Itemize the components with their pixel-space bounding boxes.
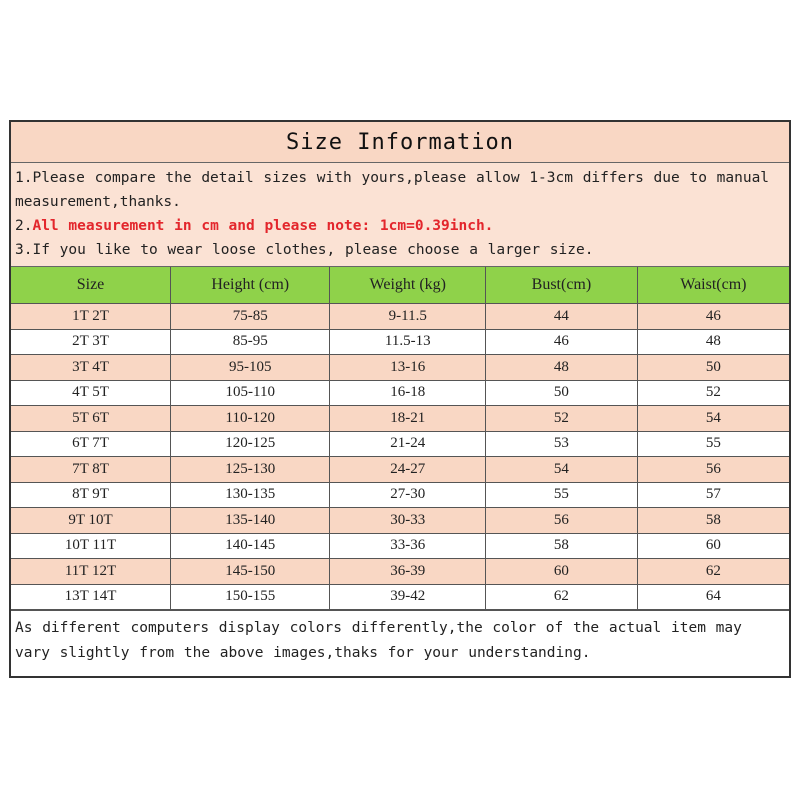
notes-section — [11, 163, 789, 267]
cell-bust: 55 — [486, 482, 638, 508]
cell-height: 145-150 — [170, 559, 329, 585]
column-header-height: Height (cm) — [170, 267, 329, 304]
cell-height: 85-95 — [170, 329, 329, 355]
note-1: 1.Please compare the detail sizes with yours,please allow 1-3cm differs due to manual measurement,thanks. — [15, 170, 770, 210]
cell-weight: 13-16 — [330, 355, 486, 381]
cell-size: 4T 5T — [11, 380, 170, 406]
cell-height: 95-105 — [170, 355, 329, 381]
table-row — [11, 533, 789, 559]
cell-size: 11T 12T — [11, 559, 170, 585]
table-row — [11, 406, 789, 432]
cell-bust: 52 — [486, 406, 638, 432]
cell-size: 5T 6T — [11, 406, 170, 432]
cell-bust: 54 — [486, 457, 638, 483]
table-row — [11, 355, 789, 381]
cell-waist: 54 — [637, 406, 789, 432]
chart-title: Size Information — [11, 122, 789, 163]
cell-bust: 60 — [486, 559, 638, 585]
cell-height: 135-140 — [170, 508, 329, 534]
cell-waist: 55 — [637, 431, 789, 457]
table-header-row — [11, 267, 789, 304]
cell-height: 130-135 — [170, 482, 329, 508]
cell-height: 120-125 — [170, 431, 329, 457]
note-2 — [15, 214, 785, 238]
cell-size: 2T 3T — [11, 329, 170, 355]
size-table — [11, 267, 789, 610]
cell-size: 3T 4T — [11, 355, 170, 381]
note-3: 3.If you like to wear loose clothes, please choose a larger size. — [15, 242, 594, 258]
cell-bust: 44 — [486, 304, 638, 330]
column-header-size: Size — [11, 267, 170, 304]
cell-waist: 50 — [637, 355, 789, 381]
column-header-weight: Weight (kg) — [330, 267, 486, 304]
cell-height: 140-145 — [170, 533, 329, 559]
table-row — [11, 431, 789, 457]
column-header-bust: Bust(cm) — [486, 267, 638, 304]
column-header-waist: Waist(cm) — [637, 267, 789, 304]
cell-weight: 33-36 — [330, 533, 486, 559]
cell-height: 125-130 — [170, 457, 329, 483]
cell-bust: 53 — [486, 431, 638, 457]
cell-bust: 46 — [486, 329, 638, 355]
cell-waist: 48 — [637, 329, 789, 355]
cell-waist: 46 — [637, 304, 789, 330]
cell-waist: 64 — [637, 584, 789, 610]
cell-bust: 62 — [486, 584, 638, 610]
cell-weight: 27-30 — [330, 482, 486, 508]
table-row — [11, 559, 789, 585]
cell-height: 105-110 — [170, 380, 329, 406]
color-disclaimer: As different computers display colors differently,the color of the actual item may vary slightly from the above images,thaks for your understanding. — [11, 610, 789, 676]
cell-bust: 48 — [486, 355, 638, 381]
cell-bust: 50 — [486, 380, 638, 406]
cell-weight: 39-42 — [330, 584, 486, 610]
cell-weight: 18-21 — [330, 406, 486, 432]
cell-weight: 9-11.5 — [330, 304, 486, 330]
cell-size: 1T 2T — [11, 304, 170, 330]
table-row — [11, 508, 789, 534]
cell-waist: 60 — [637, 533, 789, 559]
table-row — [11, 482, 789, 508]
size-chart — [9, 120, 791, 678]
table-row — [11, 380, 789, 406]
cell-height: 150-155 — [170, 584, 329, 610]
cell-waist: 56 — [637, 457, 789, 483]
table-row — [11, 584, 789, 610]
cell-size: 7T 8T — [11, 457, 170, 483]
cell-weight: 16-18 — [330, 380, 486, 406]
cell-size: 13T 14T — [11, 584, 170, 610]
cell-waist: 57 — [637, 482, 789, 508]
cell-weight: 24-27 — [330, 457, 486, 483]
cell-weight: 30-33 — [330, 508, 486, 534]
note-2-number: 2. — [15, 218, 33, 234]
table-row — [11, 304, 789, 330]
table-row — [11, 457, 789, 483]
cell-size: 6T 7T — [11, 431, 170, 457]
cell-waist: 62 — [637, 559, 789, 585]
cell-weight: 21-24 — [330, 431, 486, 457]
cell-size: 10T 11T — [11, 533, 170, 559]
cell-height: 75-85 — [170, 304, 329, 330]
cell-height: 110-120 — [170, 406, 329, 432]
cell-bust: 56 — [486, 508, 638, 534]
cell-waist: 58 — [637, 508, 789, 534]
cell-size: 9T 10T — [11, 508, 170, 534]
cell-bust: 58 — [486, 533, 638, 559]
cell-size: 8T 9T — [11, 482, 170, 508]
cell-weight: 36-39 — [330, 559, 486, 585]
cell-weight: 11.5-13 — [330, 329, 486, 355]
cell-waist: 52 — [637, 380, 789, 406]
table-row — [11, 329, 789, 355]
note-2-text: All measurement in cm and please note: 1cm=0.39inch. — [32, 218, 494, 234]
